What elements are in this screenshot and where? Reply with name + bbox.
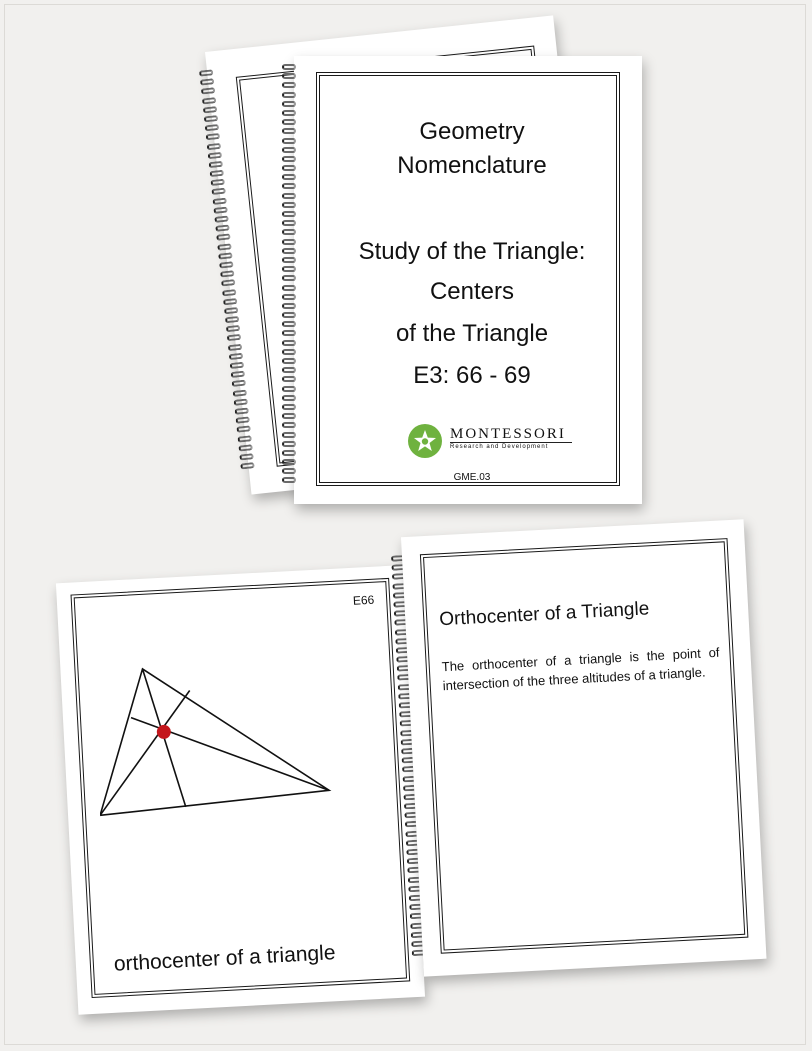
- spiral-coil: [233, 389, 248, 396]
- star-flower-icon: [408, 424, 442, 458]
- spiral-coil: [282, 477, 296, 483]
- spiral-coil: [282, 330, 296, 336]
- cover-subtitle-line-2: Centers: [429, 278, 515, 305]
- definition-title: Orthocenter of a Triangle: [438, 598, 650, 631]
- spiral-coil: [282, 386, 296, 392]
- spiral-coil: [282, 119, 296, 125]
- spiral-coil: [240, 462, 255, 469]
- product-code: GME.03: [453, 472, 491, 483]
- spiral-coil: [282, 294, 296, 300]
- cover-border: [316, 72, 620, 486]
- spiral-coil: [282, 165, 296, 171]
- spiral-coil: [282, 82, 296, 88]
- spiral-coil: [209, 170, 224, 177]
- spiral-coil: [282, 92, 296, 98]
- right-card-page: [401, 519, 767, 976]
- spiral-coil: [282, 64, 296, 70]
- spiral-coil: [224, 307, 239, 314]
- spiral-coil: [211, 188, 226, 195]
- spiral-coil: [234, 407, 249, 414]
- spiral-coil: [238, 444, 253, 451]
- open-booklet: [54, 519, 767, 1014]
- spiral-coil: [239, 453, 254, 460]
- spiral-coil: [282, 358, 296, 364]
- spiral-coil: [282, 193, 296, 199]
- spiral-coil: [282, 138, 296, 144]
- spiral-coil: [282, 321, 296, 327]
- spiral-coil: [282, 202, 296, 208]
- spiral-coil: [202, 97, 217, 104]
- spiral-coil: [282, 376, 296, 382]
- spiral-coil: [282, 312, 296, 318]
- cover-subtitle-line-4: E3: 66 - 69: [413, 362, 531, 389]
- spiral-coil: [282, 220, 296, 226]
- card-code: E66: [352, 592, 375, 608]
- spiral-coil: [229, 353, 244, 360]
- spiral-coil: [209, 161, 224, 168]
- spiral-coil: [208, 152, 223, 159]
- spiral-coil: [225, 316, 240, 323]
- spiral-coil: [282, 257, 296, 263]
- cover-title-line-2: Nomenclature: [397, 152, 547, 179]
- spiral-coil: [282, 303, 296, 309]
- spiral-coil: [200, 78, 215, 85]
- spiral-coil: [282, 450, 296, 456]
- spiral-coil: [282, 349, 296, 355]
- spiral-coil: [230, 362, 245, 369]
- orthocenter-triangle-diagram: [92, 655, 340, 827]
- spiral-coil: [222, 289, 237, 296]
- spiral-coil: [282, 239, 296, 245]
- logo-subtitle: Research and Development: [450, 444, 549, 450]
- spiral-coil: [220, 270, 235, 277]
- spiral-coil: [282, 413, 296, 419]
- spiral-coil: [203, 106, 218, 113]
- spiral-coil: [282, 110, 296, 116]
- spiral-coil: [282, 101, 296, 107]
- spiral-coil: [237, 435, 252, 442]
- cover-title-line-1: Geometry: [419, 118, 525, 145]
- spiral-coil: [221, 279, 236, 286]
- spiral-coil: [210, 179, 225, 186]
- spiral-coil: [226, 325, 241, 332]
- spiral-coil: [205, 124, 220, 131]
- spiral-coil: [282, 275, 296, 281]
- spiral-coil: [206, 133, 221, 140]
- spiral-coil: [232, 380, 247, 387]
- spiral-coil: [282, 266, 296, 272]
- triangle-outline: [93, 659, 330, 815]
- spiral-coil: [213, 206, 228, 213]
- altitude-line: [131, 707, 329, 800]
- spiral-coil: [282, 441, 296, 447]
- spiral-coil: [282, 174, 296, 180]
- altitude-line: [94, 690, 196, 815]
- spiral-coil: [282, 395, 296, 401]
- spiral-coil: [236, 426, 251, 433]
- spiral-coil: [214, 215, 229, 222]
- spiral-coil: [282, 468, 296, 474]
- spiral-coil: [282, 229, 296, 235]
- spiral-coil: [231, 371, 246, 378]
- definition-text: The orthocenter of a triangle is the point of intersection of the three altitudes of a triangle.: [441, 644, 720, 694]
- spiral-coil: [204, 115, 219, 122]
- spiral-coil: [282, 183, 296, 189]
- spiral-coil: [282, 367, 296, 373]
- logo-name: MONTESSORI: [450, 426, 566, 442]
- spiral-coil: [217, 243, 232, 250]
- spiral-coil: [282, 211, 296, 217]
- spiral-coil: [282, 128, 296, 134]
- spiral-coil: [282, 73, 296, 79]
- spiral-coil: [201, 88, 216, 95]
- spiral-coil: [235, 416, 250, 423]
- spiral-coil: [216, 234, 231, 241]
- spiral-coil: [233, 398, 248, 405]
- spiral-coil: [282, 285, 296, 291]
- spiral-coil: [282, 248, 296, 254]
- spiral-coil: [282, 404, 296, 410]
- spiral-coil: [228, 343, 243, 350]
- spiral-coil: [282, 340, 296, 346]
- logo-divider: [450, 442, 572, 443]
- cover-subtitle-line-3: of the Triangle: [395, 320, 549, 347]
- spiral-binding: [282, 64, 304, 487]
- left-card-page: [56, 565, 425, 1015]
- spiral-coil: [282, 156, 296, 162]
- spiral-coil: [215, 225, 230, 232]
- cover-subtitle-line-1: Study of the Triangle:: [358, 238, 586, 265]
- spiral-coil: [219, 261, 234, 268]
- left-card-border: [71, 578, 411, 998]
- spiral-coil: [207, 142, 222, 149]
- orthocenter-point: [156, 725, 171, 740]
- spiral-coil: [199, 69, 214, 76]
- spiral-coil: [282, 432, 296, 438]
- spiral-coil: [227, 334, 242, 341]
- card-label: orthocenter of a triangle: [113, 941, 337, 976]
- spiral-coil: [212, 197, 227, 204]
- spiral-coil: [218, 252, 233, 259]
- spiral-coil: [282, 422, 296, 428]
- spiral-coil: [223, 298, 238, 305]
- spiral-coil: [282, 147, 296, 153]
- spiral-coil: [282, 459, 296, 465]
- cover-page: [294, 56, 642, 504]
- right-card-border: [420, 538, 749, 954]
